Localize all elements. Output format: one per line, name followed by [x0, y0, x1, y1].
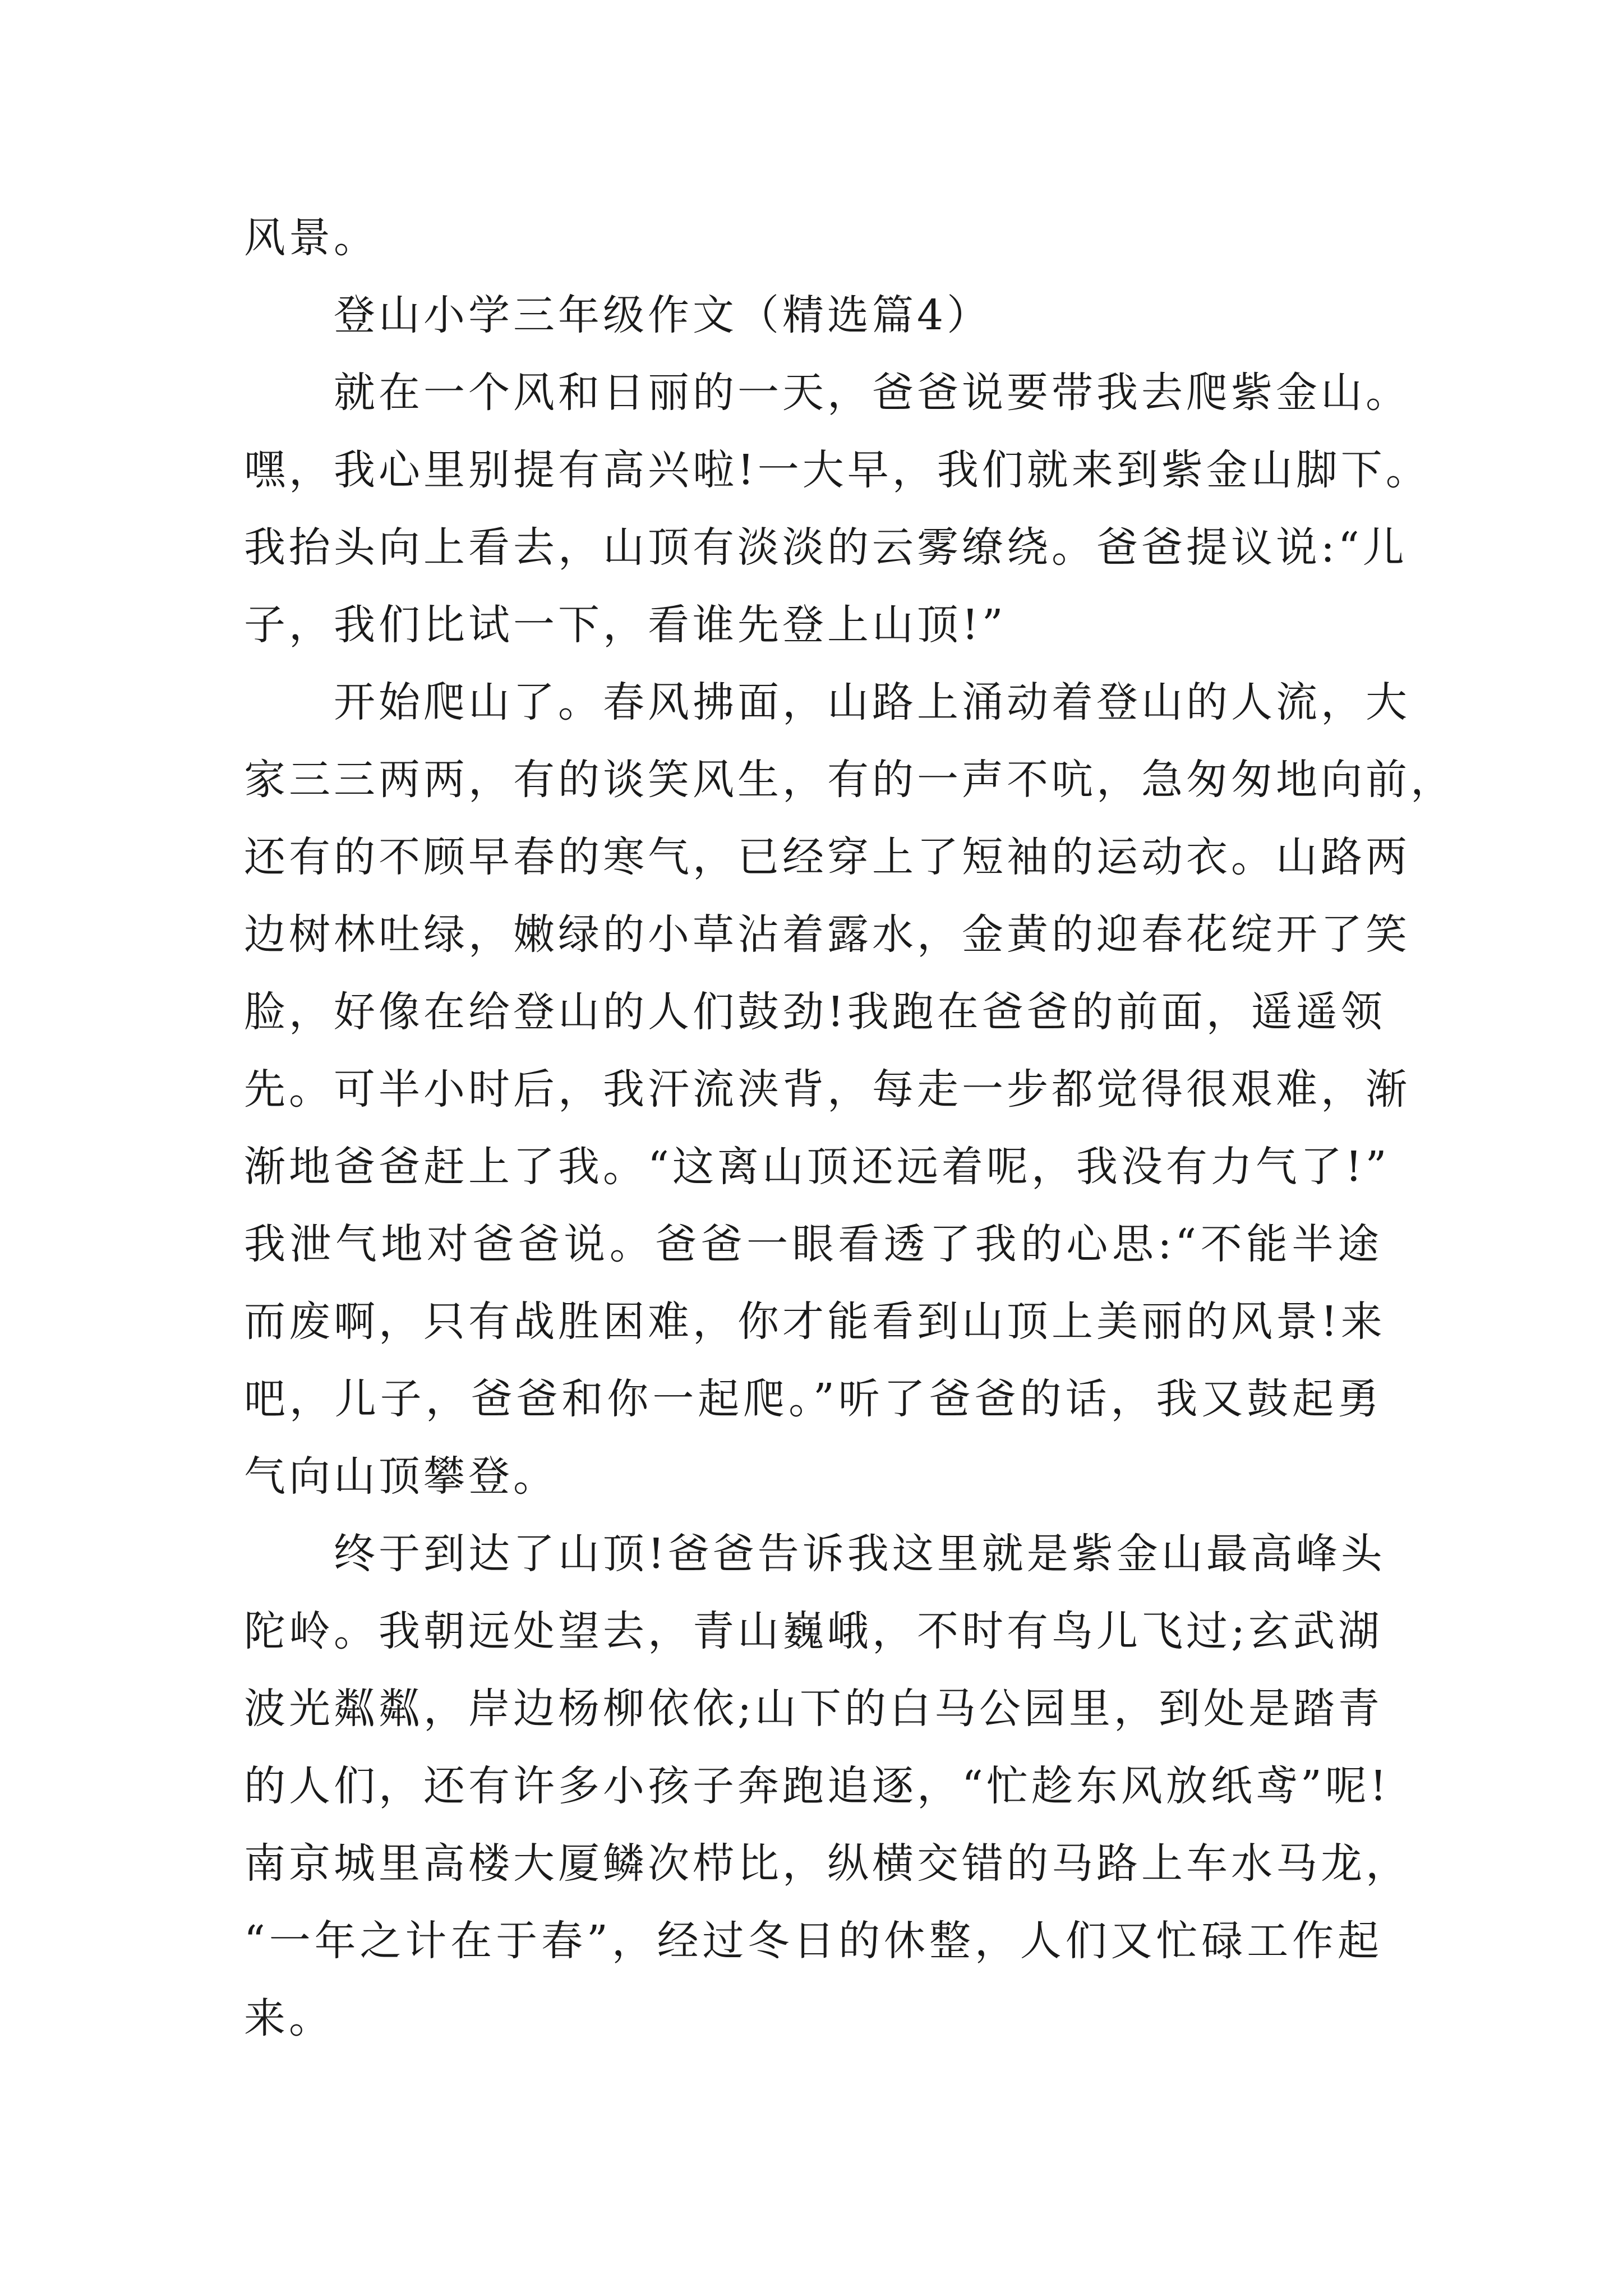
text-line: 脸，好像在给登山的人们鼓劲!我跑在爸爸的前面，遥遥领 — [244, 988, 1386, 1036]
text-line: 我抬头向上看去，山顶有淡淡的云雾缭绕。爸爸提议说:“儿 — [244, 523, 1408, 572]
text-line: 气向山顶攀登。 — [244, 1452, 558, 1501]
text-line: “一年之计在于春”，经过冬日的休整，人们又忙碌工作起 — [244, 1917, 1382, 1965]
text-line: 先。可半小时后，我汗流浃背，每走一步都觉得很艰难，渐 — [244, 1065, 1410, 1114]
text-line: 嘿，我心里别提有高兴啦!一大早，我们就来到紫金山脚下。 — [244, 446, 1431, 494]
text-line: 陀岭。我朝远处望去，青山巍峨，不时有鸟儿飞过;玄武湖 — [244, 1607, 1383, 1655]
text-line: 渐地爸爸赶上了我。“这离山顶还远着呢，我没有力气了!” — [244, 1143, 1390, 1191]
text-line: 的人们，还有许多小孩子奔跑追逐，“忙趁东风放纸鸢”呢! — [244, 1762, 1390, 1810]
text-line: 吧，儿子，爸爸和你一起爬。”听了爸爸的话，我又鼓起勇 — [244, 1375, 1382, 1423]
text-line: 来。 — [244, 1994, 334, 2042]
text-line: 风景。 — [244, 214, 379, 262]
text-line: 而废啊，只有战胜困难，你才能看到山顶上美丽的风景!来 — [244, 1297, 1386, 1346]
paragraph-first-line: 终于到达了山顶!爸爸告诉我这里就是紫金山最高峰头 — [334, 1530, 1386, 1578]
text-line: 南京城里高楼大厦鳞次栉比，纵横交错的马路上车水马龙， — [244, 1839, 1410, 1888]
text-line: 家三三两两，有的谈笑风生，有的一声不吭，急匆匆地向前， — [244, 756, 1455, 804]
text-line: 我泄气地对爸爸说。爸爸一眼看透了我的心思:“不能半途 — [244, 1220, 1382, 1268]
section-heading: 登山小学三年级作文（精选篇4） — [334, 291, 992, 339]
document-body — [244, 199, 1455, 2057]
text-line: 波光粼粼，岸边杨柳依依;山下的白马公园里，到处是踏青 — [244, 1685, 1383, 1733]
paragraph-first-line: 开始爬山了。春风拂面，山路上涌动着登山的人流，大 — [334, 678, 1410, 726]
text-line: 还有的不顾早春的寒气，已经穿上了短袖的运动衣。山路两 — [244, 833, 1410, 881]
text-line: 子，我们比试一下，看谁先登上山顶!” — [244, 601, 1007, 649]
paragraph-first-line: 就在一个风和日丽的一天，爸爸说要带我去爬紫金山。 — [334, 369, 1410, 417]
text-line: 边树林吐绿，嫩绿的小草沾着露水，金黄的迎春花绽开了笑 — [244, 910, 1410, 959]
